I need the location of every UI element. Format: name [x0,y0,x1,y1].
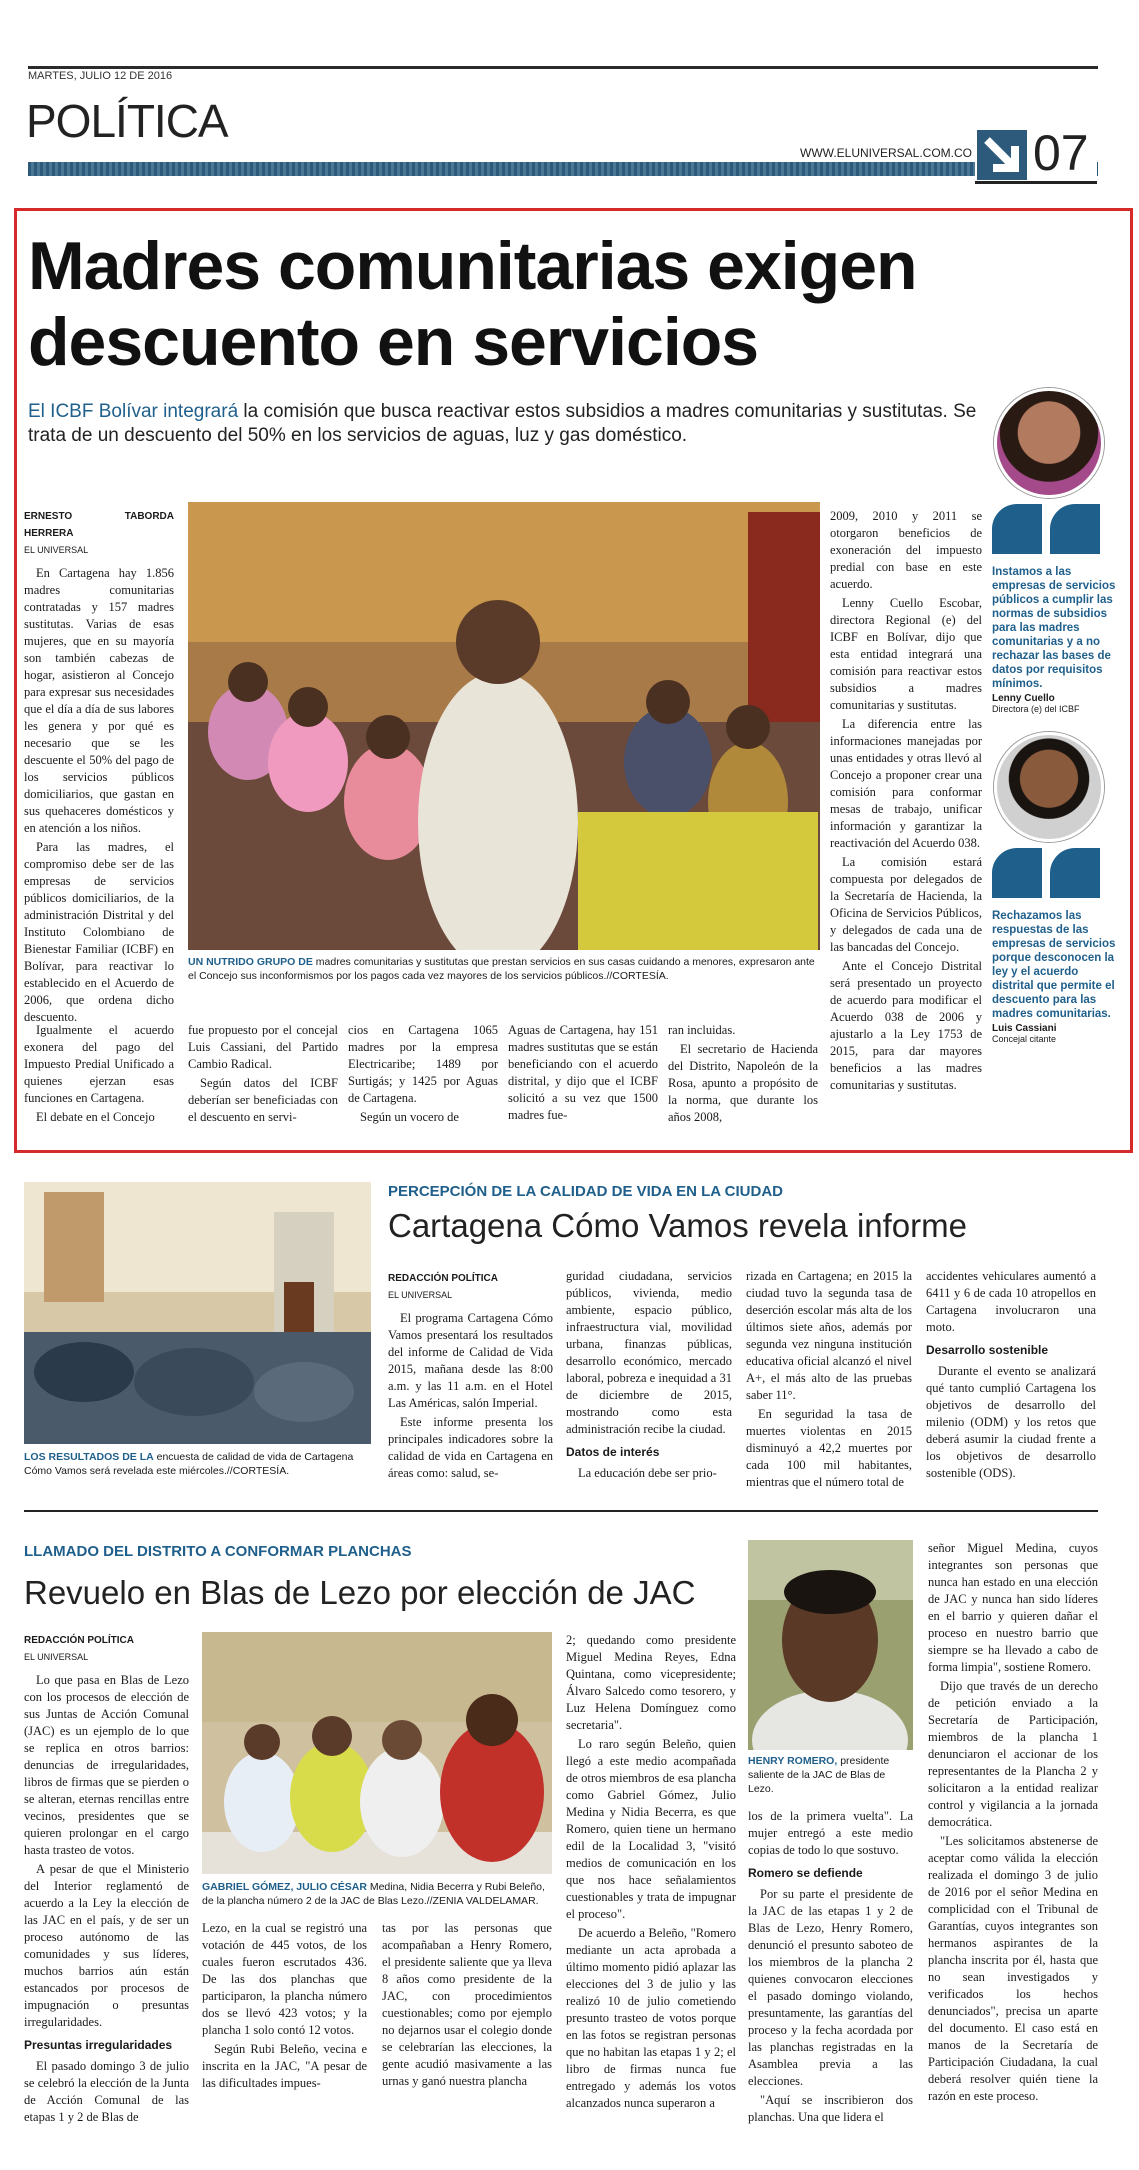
quote-marks-icon [992,504,1102,554]
paragraph: guridad ciudadana, servicios públicos, vivienda, medio ambiente, espacio público, infraestructura vial, movilidad urbana, finanzas públicas, desarrollo económico, mercado laboral, pobreza e inequidad a 31 de diciembre de 2015, mostrando como esta administración recibe la ciudad. [566,1269,732,1436]
lead-headline: Madres comunitarias exigen descuento en servicios [28,228,917,380]
paragraph: Según datos del ICBF deberían ser beneficiadas con el descuento en servi- [188,1076,338,1124]
article2-subhead-desarrollo: Desarrollo sostenible [926,1343,1049,1357]
paragraph: 2; quedando como presidente Miguel Medina Reyes, Edna Quintana, como vicepresidente; Álvaro Salcedo como tesorero, y Luz Helena Domínguez como secretaria". [566,1633,736,1732]
paragraph: A pesar de que el Ministerio del Interior reglamentó de acuerdo a la Ley la elección de las JAC en el país, y de ser un proceso autónomo de las comunidades y sus líderes, muchos barrios aún están estancados por procesos de impugnación o presuntas irregularidades. [24,1862,189,2029]
paragraph: ran incluidas. [668,1023,736,1037]
lead-deck-text: la comisión que busca reactivar estos subsidios a madres comunitarias y sustitutas. Se trata de un descuento del 50% en los servicios de aguas, luz y gas doméstico. [28,401,977,446]
section-title: POLÍTICA [26,95,228,147]
website-url: WWW.ELUNIVERSAL.COM.CO [800,146,973,160]
paragraph: cios en Cartagena 1065 madres por la empresa Electricaribe; 1489 por Surtigás; y 1425 por Aguas de Cartagena. [348,1023,498,1105]
lead-column-5 [668,1022,818,1128]
lead-column-3 [348,1022,498,1128]
article2-photo-caption-lead: LOS RESULTADOS DE LA [24,1451,154,1463]
paragraph: accidentes vehiculares aumentó a 6411 y 6 de cada 10 atropellos en Cartagena involucraron una moto. [926,1269,1096,1334]
paragraph: El secretario de Hacienda del Distrito, Napoleón de la Rosa, apunto a propósito de la norma, que durante los años 2008, [668,1042,818,1124]
paragraph: El programa Cartagena Cómo Vamos presentará los resultados del informe de Calidad de Vida 2015, mañana desde las 8:00 a.m. y las 11 a.m. en el Hotel Las Américas, salón Imperial. [388,1311,553,1410]
article2-author: REDACCIÓN POLÍTICA [388,1273,498,1284]
avatar-lenny-cuello [994,388,1104,498]
paragraph: rizada en Cartagena; en 2015 la ciudad tuvo la segunda tasa de deserción escolar más alta de los últimos siete años, además por segunda vez ninguna institución educativa oficial alcanzó el nivel A+, el más alto de las pruebas saber 11°. [746,1269,912,1402]
paragraph: La educación debe ser prio- [578,1466,717,1480]
article3-column-2 [202,1920,367,2094]
quote-2-name: Luis Cassiani [992,1023,1057,1034]
quote-1-role: Directora (e) del ICBF [992,704,1080,714]
arrow-down-right-icon [977,130,1027,180]
paragraph: La diferencia entre las informaciones manejadas por unas entidades y otras llevó al Concejo a proponer crear una comisión para conformar mesas de trabajo, unificar información y garantizar la reactivación del Acuerdo 038. [830,717,982,850]
paragraph: En Cartagena hay 1.856 madres comunitarias contratadas y 157 madres sustitutas. Varias de esas mujeres, que en su mayoría son también cabezas de hogar, asistieron al Concejo para expresar sus necesidades que el día a día de sus labores les genera y por qué es necesario que se les descuente el 50% del pago de los servicios públicos domiciliarios, que gastan en sus quehaceres domésticos y en atención a los niños. [24,566,174,835]
paragraph: Aguas de Cartagena, hay 151 madres sustitutas que se están beneficiando con el acuerdo distrital, y dijo que el ICBF solicitó a su vez que 1500 madres fue- [508,1023,658,1122]
paragraph: Este informe presenta los principales indicadores sobre la calidad de vida en Cartagena en áreas como: salud, se- [388,1415,553,1480]
quote-2-role: Concejal citante [992,1034,1057,1044]
lead-outlet: EL UNIVERSAL [24,545,89,555]
paragraph: Durante el evento se analizará qué tanto cumplió Cartagena los objetivos de desarrollo del milenio (ODM) y los retos que deberá asumir la ciudad frente a los objetivos de desarrollo sostenible (ODS). [926,1364,1096,1480]
lead-column-1b [24,1022,174,1128]
article3-author: REDACCIÓN POLÍTICA [24,1635,134,1646]
paragraph: Según un vocero de [360,1110,459,1124]
article3-photo2-caption [748,1754,913,1796]
paragraph: fue propuesto por el concejal Luis Cassiani, del Partido Cambio Radical. [188,1023,338,1071]
article3-column-1 [24,1632,189,2128]
paragraph: "Aquí se inscribieron dos planchas. Una que lidera el [748,2093,913,2124]
article3-column-4 [566,1632,736,2114]
lead-column-2 [188,1022,338,1128]
article3-subhead-romero: Romero se defiende [748,1866,863,1880]
lead-column-6 [830,508,982,1096]
paragraph: "Les solicitamos abstenerse de aceptar como válida la elección realizada el domingo 3 de julio de 2016 por el señor Medina en complicidad con el Tribunal de Garantías, cuyos integrantes son hermanos aspirantes de la plancha inscrita por él, hasta que no sean investigados y verificados los hechos denunciados", precisa un aparte del documento. El caso está en manos de la Secretaría de Participación Ciudadana, la cual deberá resolver quién tiene la razón en este proceso. [928,1834,1098,2103]
lead-photo-madres-comunitarias [188,502,820,950]
paragraph: Igualmente el acuerdo exonera del pago del Impuesto Predial Unificado a quienes ejerzan esas funciones en Cartagena. [24,1023,174,1105]
article3-photo2-caption-text: presidente saliente de la JAC de Blas de Lezo. [748,1755,890,1795]
lead-column-1 [24,508,174,1028]
quote-2-text: Rechazamos las respuestas de las empresas de servicios porque desconocen la ley y el acuerdo distrital que permite el descuento para las madres comunitarias. [992,910,1116,1020]
lead-photo-caption-text: madres comunitarias y sustitutas que prestan servicios en sus casas cuidando a menores, expresaron ante el Concejo sus inconformismos por los pagos cada vez mayores de los servicios públicos.//CORTESÍA. [188,956,815,982]
paragraph: En seguridad la tasa de muertes violentas en 2015 disminuyó a 42,2 muertes por cada 100 mil habitantes, mientras que el número total de [746,1407,912,1489]
paragraph: El debate en el Concejo [36,1110,155,1124]
article2-photo-caption-text: encuesta de calidad de vida de Cartagena Cómo Vamos será revelada este miércoles.//CORTESÍA. [24,1451,354,1477]
lead-photo-caption [188,955,820,983]
section-divider [24,1510,1098,1512]
article3-headline: Revuelo en Blas de Lezo por elección de JAC [24,1574,696,1611]
page-number-box [975,126,1097,184]
article2-column-1 [388,1270,553,1484]
paragraph: 2009, 2010 y 2011 se otorgaron beneficios de exoneración del impuesto predial con base en este acuerdo. [830,509,982,591]
paragraph: El pasado domingo 3 de julio se celebró la elección de la Junta de Acción Comunal de las etapas 1 y 2 de Blas de [24,2059,189,2124]
paragraph: La comisión estará compuesta por delegados de la Secretaría de Hacienda, la Oficina de Servicios Públicos, y delegados de cada una de las bancadas del Concejo. [830,855,982,954]
paragraph: Lezo, en la cual se registró una votación de 445 votos, de los cuales fueron escrutados 436. De las dos planchas que participaron, la plancha número dos se llevó 423 votos; y la plancha 1 solo contó 12 votos. [202,1921,367,2037]
masthead-top-rule [28,66,1098,69]
article2-subhead-datos: Datos de interés [566,1445,660,1459]
paragraph: señor Miguel Medina, cuyos integrantes son personas que nunca han estado en una elección de JAC y nunca han sido líderes en el barrio y quieren dañar el proceso en nuestro barrio que siempre se ha llevado a cabo de forma limpia", sostiene Romero. [928,1541,1098,1674]
article3-column-6 [928,1540,1098,2107]
paragraph: Ante el Concejo Distrital será presentado un proyecto de acuerdo para modificar el Acuerdo 038 de 2006 y ajustarlo a la Ley 1753 de 2015, para dar mayores beneficios a las madres comunitarias y sustitutas. [830,959,982,1092]
article3-photo1-caption-lead: GABRIEL GÓMEZ, JULIO CÉSAR [202,1881,367,1893]
article3-photo-henry-romero [748,1540,913,1750]
masthead-date: MARTES, JULIO 12 DE 2016 [28,70,173,82]
article2-outlet: EL UNIVERSAL [388,1290,453,1300]
paragraph: Lo raro según Beleño, quien llegó a este medio acompañada de otros miembros de esa plancha como Gabriel Gómez, Julio Medina y Nidia Becerra, es que Romero, quien tiene un hermano edil de la Localidad 3, "visitó medios de comunicación en los que nos hace señalamientos cuestionables y trata de impugnar el proceso". [566,1737,736,1921]
article3-outlet: EL UNIVERSAL [24,1652,89,1662]
article2-photo-event [24,1182,371,1444]
article2-column-2 [566,1268,732,1484]
lead-deck [28,400,988,448]
avatar-luis-cassiani [994,732,1104,842]
page-number: 07 [1033,125,1089,181]
paragraph: Lenny Cuello Escobar, directora Regional (e) del ICBF en Bolívar, dijo que esta entidad integrará una comisión para reactivar estos subsidios a madres comunitarias y sustitutas. [830,596,982,712]
article3-column-3 [382,1920,552,2092]
paragraph: Para las madres, el compromiso debe ser de las empresas de servicios públicos domiciliarios, de la administración Distrital y del Instituto Colombiano de Bienestar Familiar (ICBF) en Bolívar, para reactivar lo establecido en el Acuerdo de 2006, que ordena dicho descuento. [24,840,174,1024]
article3-photo1-caption-text: Medina, Nidia Becerra y Rubi Beleño, de la plancha número 2 de la JAC de Blas Lezo.//ZENIA VALDELAMAR. [202,1881,545,1907]
article3-photo1-caption [202,1880,552,1908]
article3-photo-plancha [202,1632,552,1874]
quote-sidebar [992,388,1118,1044]
article3-column-5 [748,1808,913,2128]
masthead-bottom-rule [28,162,1098,176]
paragraph: De acuerdo a Beleño, "Romero mediante un acta aprobada a último momento pidió aplazar las elecciones del 3 de julio y las realizó 10 de julio cometiendo presunto trasteo de votos porque en las fotos se registran personas que no habitan las etapas 1 y 2; el libro de firmas nunca fue entregado y además los votos alcanzados nunca superaron a [566,1926,736,2110]
article3-kicker: LLAMADO DEL DISTRITO A CONFORMAR PLANCHAS [24,1543,412,1560]
paragraph: tas por las personas que acompañaban a Henry Romero, el presidente saliente que ya lleva 8 años como presidente de la JAC, con procedimientos cuestionables; como por ejemplo no dejarnos usar el colegio donde se celebrarían las elecciones, la gente acudió masivamente a las urnas y ganó nuestra plancha [382,1921,552,2088]
lead-column-4 [508,1022,658,1126]
quote-1-name: Lenny Cuello [992,693,1055,704]
article2-kicker: PERCEPCIÓN DE LA CALIDAD DE VIDA EN LA CIUDAD [388,1183,784,1200]
lead-author: ERNESTO TABORDA HERRERA [24,511,174,539]
lead-deck-lead: El ICBF Bolívar integrará [28,401,239,422]
article2-column-4 [926,1268,1096,1484]
quote-1-text: Instamos a las empresas de servicios públicos a cumplir las normas de subsidios para las madres comunitarias y a no rechazar las bases de datos por requisitos mínimos. [992,566,1116,690]
article3-subhead-irregularidades: Presuntas irregularidades [24,2038,173,2052]
article3-photo2-caption-lead: HENRY ROMERO, [748,1755,838,1767]
paragraph: los de la primera vuelta". La mujer entregó a este medio copias de todo lo que sostuvo. [748,1809,913,1857]
article2-headline: Cartagena Cómo Vamos revela informe [388,1207,967,1244]
paragraph: Por su parte el presidente de la JAC de las etapas 1 y 2 de Blas de Lezo, Henry Romero, denunció el presunto saboteo de los miembros de la plancha 2 quienes convocaron elecciones el pasado domingo violando, presuntamente, las garantías del proceso y la fecha acordada por las planchas registradas en la Asamblea previa a las elecciones. [748,1887,913,2088]
article2-column-3 [746,1268,912,1493]
paragraph: Según Rubi Beleño, vecina e inscrita en la JAC, "A pesar de las dificultades impues- [202,2042,367,2090]
article2-photo-caption [24,1450,371,1478]
quote-marks-icon [992,848,1102,898]
paragraph: Lo que pasa en Blas de Lezo con los procesos de elección de sus Juntas de Acción Comunal (JAC) es un ejemplo de lo que se replica en otros barrios: denuncias de irregularidades, libros de firmas que se pierden o se alteran, eternas rencillas entre vecinos, presidentes que se quieren prolongar en el cargo hasta trasteo de votos. [24,1673,189,1857]
paragraph: Dijo que través de un derecho de petición enviado a la Secretaría de Participación, miembros de la plancha 1 denunciaron el accionar de los representantes de la Plancha 2 y solicitaron a la entidad realizar control y vigilancia a la jornada democrática. [928,1679,1098,1829]
lead-photo-caption-lead: UN NUTRIDO GRUPO DE [188,956,313,968]
